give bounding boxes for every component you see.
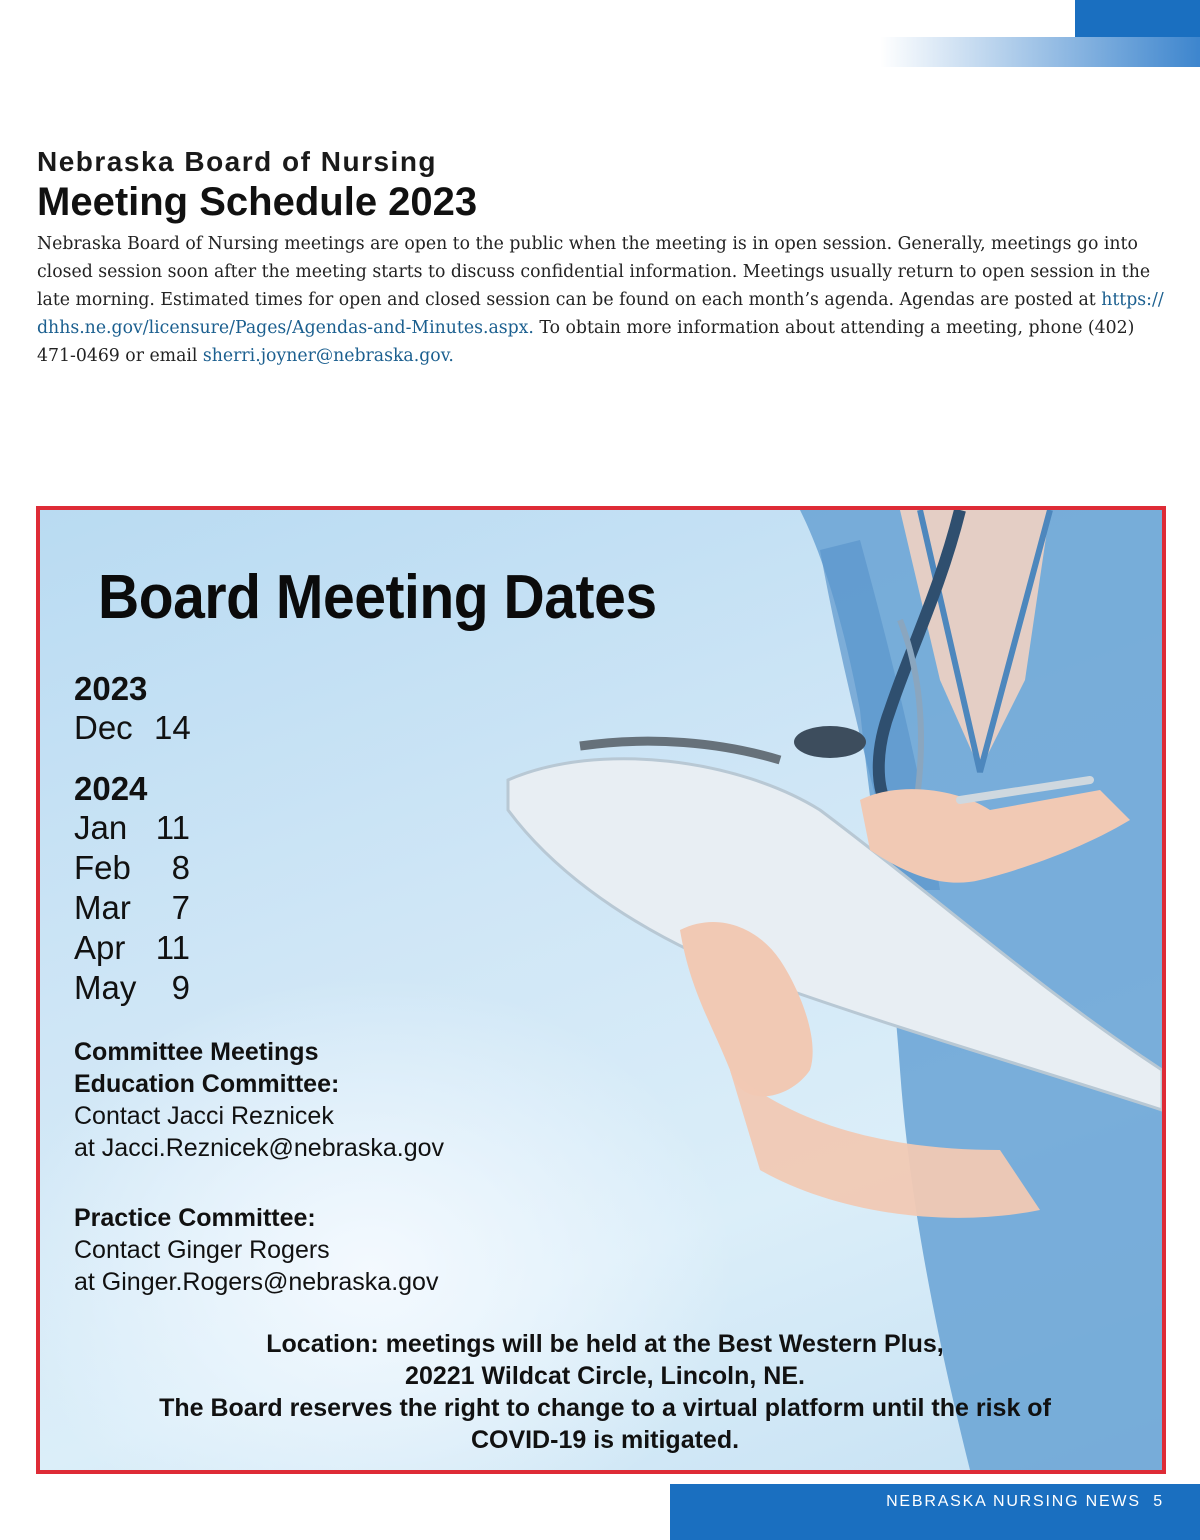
education-contact: Contact Jacci Reznicek bbox=[74, 1102, 334, 1130]
meeting-day: 8 bbox=[171, 849, 190, 886]
meeting-date bbox=[74, 928, 190, 968]
meeting-date bbox=[74, 708, 190, 748]
footer-label bbox=[886, 1493, 1164, 1511]
year-heading: 2024 bbox=[74, 770, 148, 807]
meeting-month: Apr bbox=[74, 929, 126, 966]
card-title: Board Meeting Dates bbox=[98, 563, 657, 632]
practice-committee-label: Practice Committee: bbox=[74, 1204, 316, 1232]
meeting-month: Dec bbox=[74, 709, 133, 746]
education-committee-label: Education Committee: bbox=[74, 1070, 340, 1098]
meeting-date bbox=[74, 968, 190, 1008]
location-line: 20221 Wildcat Circle, Lincoln, NE. bbox=[405, 1362, 805, 1390]
board-meeting-dates-card bbox=[36, 506, 1166, 1474]
practice-email: at Ginger.Rogers@nebraska.gov bbox=[74, 1268, 439, 1296]
meeting-date bbox=[74, 848, 190, 888]
meeting-month: Feb bbox=[74, 849, 131, 886]
page-title: Meeting Schedule 2023 bbox=[37, 180, 478, 224]
intro-text-1: Nebraska Board of Nursing meetings are open to the public when the meeting is in open session. Generally, meetings go into closed session soon after the meeting starts to discuss confidential information. Meetings usually return to open session in the late morning. Estimated times for open and closed session can be found on each month’s agenda. Agendas are posted at bbox=[37, 234, 1151, 310]
top-accent-bar bbox=[1075, 0, 1200, 37]
meeting-day: 11 bbox=[155, 929, 190, 966]
meeting-date bbox=[74, 808, 190, 848]
email-link[interactable]: sherri.joyner@nebraska.gov. bbox=[202, 346, 454, 366]
virtual-notice-line: COVID-19 is mitigated. bbox=[470, 1426, 740, 1454]
agenda-link[interactable]: https:// dhhs.ne.gov/licensure/Pages/Agendas-and-Minutes.aspx. bbox=[37, 290, 1164, 338]
meeting-day: 9 bbox=[171, 969, 190, 1006]
virtual-notice-line: The Board reserves the right to change to a virtual platform until the risk of bbox=[159, 1394, 1051, 1422]
practice-contact: Contact Ginger Rogers bbox=[74, 1236, 330, 1264]
footer-bar bbox=[670, 1484, 1200, 1540]
meeting-dates-list bbox=[74, 670, 190, 1008]
intro-text-2: To obtain more information about attending a meeting, phone (402) 471-0469 or email bbox=[37, 318, 1135, 366]
organization-heading: Nebraska Board of Nursing bbox=[37, 146, 438, 177]
publication-name: NEBRASKA NURSING NEWS bbox=[886, 1493, 1141, 1510]
location-line: Location: meetings will be held at the Best Western Plus, bbox=[266, 1330, 944, 1358]
top-accent-gradient bbox=[880, 37, 1200, 67]
meeting-month: May bbox=[74, 969, 137, 1006]
meeting-date bbox=[74, 888, 190, 928]
location-notice bbox=[60, 1328, 1150, 1456]
meeting-day: 11 bbox=[155, 809, 190, 846]
committee-heading: Committee Meetings bbox=[74, 1038, 319, 1066]
meeting-day: 14 bbox=[154, 709, 191, 746]
meeting-day: 7 bbox=[171, 889, 190, 926]
meeting-month: Mar bbox=[74, 889, 131, 926]
intro-paragraph bbox=[37, 230, 1167, 370]
page-number: 5 bbox=[1153, 1493, 1164, 1510]
education-email: at Jacci.Reznicek@nebraska.gov bbox=[74, 1134, 444, 1162]
nurse-with-clipboard-illustration bbox=[40, 510, 1162, 1470]
committee-info bbox=[74, 1036, 444, 1298]
year-heading: 2023 bbox=[74, 670, 148, 707]
meeting-month: Jan bbox=[74, 809, 128, 846]
